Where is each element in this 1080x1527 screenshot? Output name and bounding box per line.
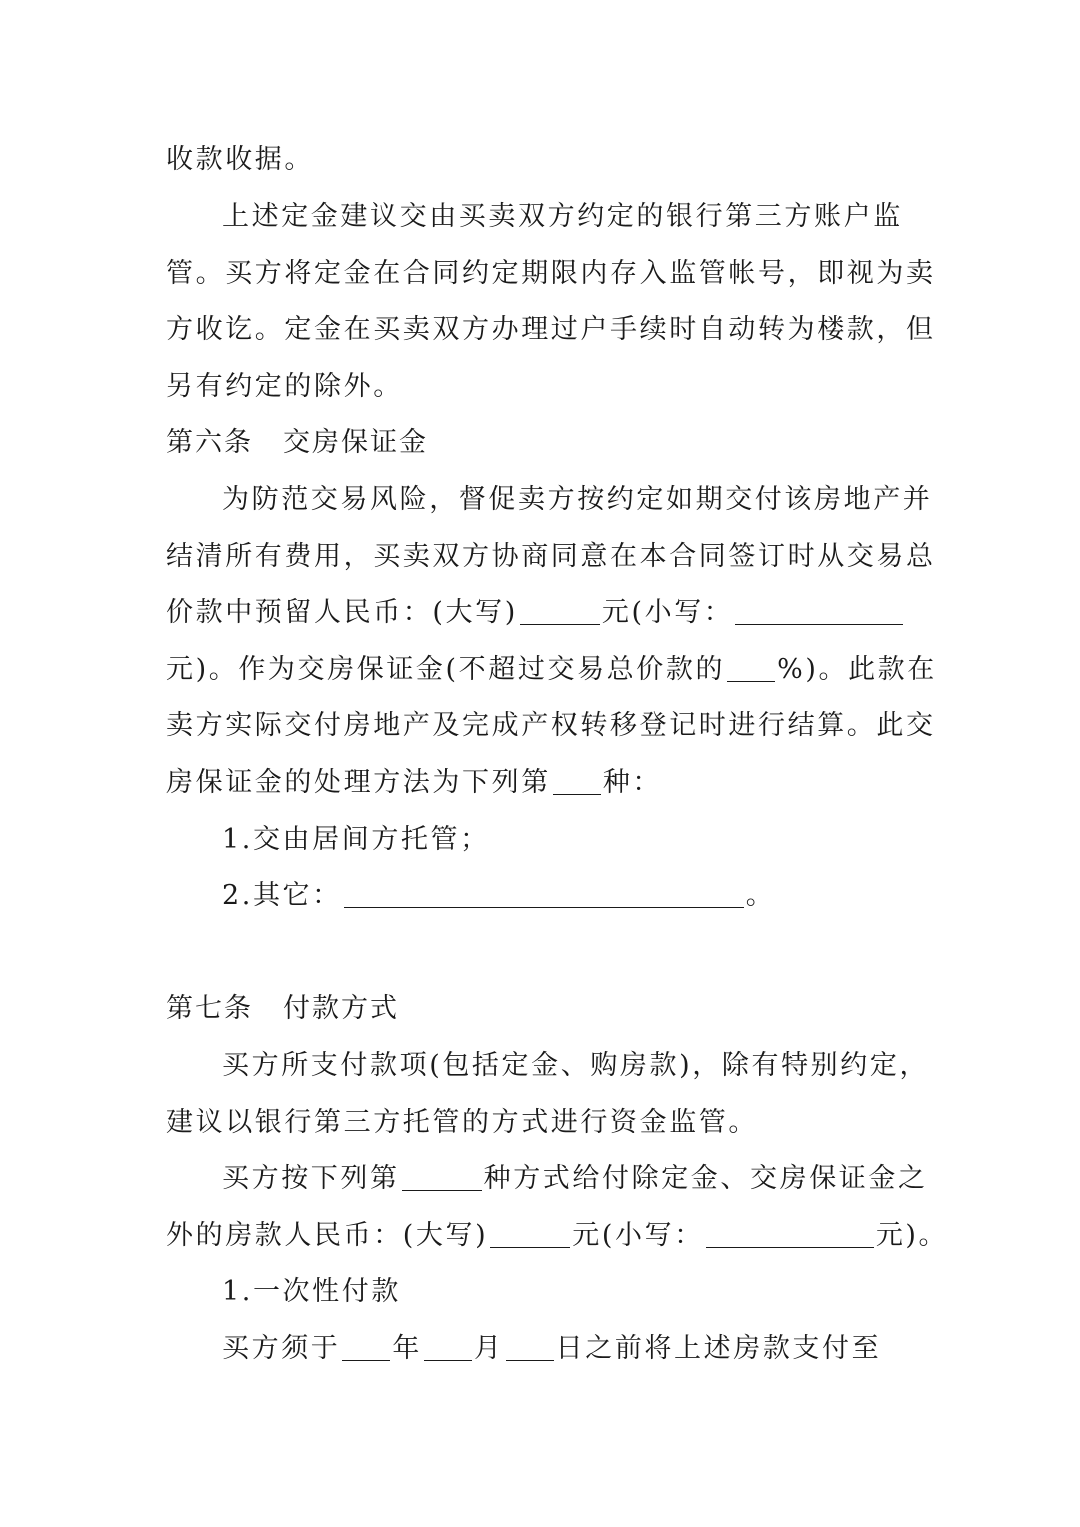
article-title: 交房保证金 (283, 427, 428, 458)
article-number: 第六条 (166, 427, 253, 458)
text-segment: 买方须于 (222, 1333, 341, 1364)
article-7-heading (166, 992, 399, 1026)
text-segment: 元)。作为交房保证金(不超过交易总价款的 (166, 654, 726, 685)
fill-blank[interactable] (735, 600, 903, 625)
fill-blank[interactable] (490, 1223, 570, 1248)
text-segment: 种方式给付除定金、交房保证金之 (483, 1163, 928, 1194)
text-line: 买方所支付款项(包括定金、购房款)，除有特别约定， (222, 1050, 930, 1081)
text-line: 建议以银行第三方托管的方式进行资金监管。 (166, 1107, 758, 1138)
text-line: 管。买方将定金在合同约定期限内存入监管帐号，即视为卖 (166, 258, 936, 289)
text-segment: 日之前将上述房款支付至 (555, 1333, 882, 1364)
text-segment: 买方按下列第 (222, 1163, 400, 1194)
list-item: 1.一次性付款 (222, 1276, 401, 1307)
article-number: 第七条 (166, 993, 253, 1024)
text-segment: 。 (745, 880, 776, 911)
text-line: 为防范交易风险，督促卖方按约定如期交付该房地产并 (222, 484, 933, 515)
text-line (166, 596, 905, 630)
article-6-heading (166, 426, 428, 460)
fill-blank[interactable] (727, 657, 775, 682)
text-segment: 种： (602, 767, 663, 798)
text-segment: 2.其它： (222, 880, 342, 911)
text-segment: 房保证金的处理方法为下列第 (166, 767, 551, 798)
fill-blank[interactable] (553, 770, 601, 795)
list-item (222, 879, 775, 913)
text-segment: 价款中预留人民币：(大写) (166, 597, 518, 628)
fill-blank[interactable] (506, 1336, 554, 1361)
text-line (166, 766, 662, 800)
text-line (166, 1219, 948, 1253)
fill-blank[interactable] (402, 1166, 482, 1191)
text-line: 结清所有费用，买卖双方协商同意在本合同签订时从交易总 (166, 541, 936, 572)
list-item: 1.交由居间方托管； (222, 824, 490, 855)
text-line: 卖方实际交付房地产及完成产权转移登记时进行结算。此交 (166, 710, 936, 741)
text-segment: %)。此款在 (777, 654, 937, 685)
fill-blank[interactable] (520, 600, 600, 625)
article-title: 付款方式 (283, 993, 399, 1024)
text-line (222, 1162, 928, 1196)
text-line: 方收讫。定金在买卖双方办理过户手续时自动转为楼款，但 (166, 314, 936, 345)
text-segment: 元(小写： (572, 1220, 704, 1251)
text-line: 上述定金建议交由买卖双方约定的银行第三方账户监 (222, 201, 903, 232)
text-line (222, 1332, 881, 1366)
text-segment: 年 (392, 1333, 423, 1364)
fill-blank[interactable] (706, 1223, 874, 1248)
text-line: 收款收据。 (166, 144, 314, 175)
text-line (166, 653, 937, 687)
text-segment: 月 (474, 1333, 504, 1364)
text-segment: 外的房款人民币：(大写) (166, 1220, 489, 1251)
fill-blank[interactable] (342, 1336, 390, 1361)
text-segment: 元(小写： (601, 597, 734, 628)
fill-blank[interactable] (344, 883, 744, 908)
fill-blank[interactable] (424, 1336, 472, 1361)
text-segment: 元)。 (875, 1220, 949, 1251)
text-line: 另有约定的除外。 (166, 371, 403, 402)
